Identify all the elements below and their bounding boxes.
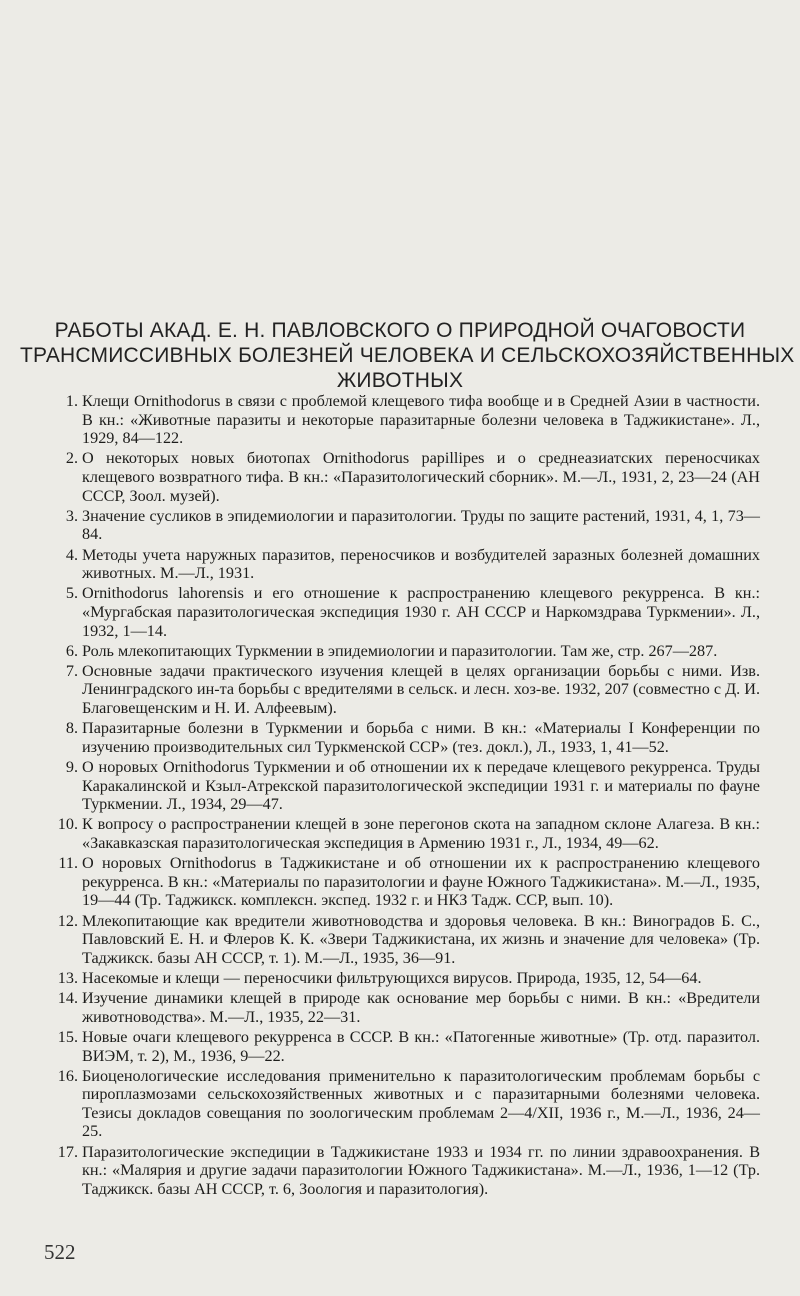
entry-text: Изучение динамики клещей в природе как основание мер борьбы с ними. В кн.: «Вредители животноводства». М.—Л., 1935, 22—31. [82,989,760,1026]
entry-number: 16. [57,1066,78,1085]
entry-text: О норовых Ornithodorus в Таджикистане и об отношении их к распространению клещевого рекурренса. В кн.: «Материалы по паразитологии и фауне Южного Таджикистана». М.—Л., 1935, 19—44 (Тр. Таджикск. комплексн. экспед. 1932 г. и НКЗ Тадж. ССР, вып. 10). [82,854,760,910]
entry-number: 12. [57,911,78,930]
page-number: 522 [44,1240,76,1264]
entry-number: 11. [58,854,78,873]
entry-number: 4. [65,545,78,564]
list-item [42,392,760,448]
entry-number: 8. [65,719,78,738]
entry-text: Паразитологические экспедиции в Таджикистане 1933 и 1934 гг. по линии здравоохранения. В кн.: «Малярия и другие задачи паразитологии Южного Таджикистана». М.—Л., 1936, 1—12 (Тр. Таджикск. базы АН СССР, т. 6, Зоология и паразитология). [82,1142,760,1198]
title-line-3: ЖИВОТНЫХ [336,369,464,392]
entry-number: 9. [65,758,78,777]
page-title [20,318,795,393]
entry-text: Паразитарные болезни в Туркмении и борьба с ними. В кн.: «Материалы I Конференции по изучению производительных сил Туркменской ССР» (тез. докл.), Л., 1933, 1, 41—52. [82,719,760,756]
entry-text: Ornithodorus lahorensis и его отношение к распространению клещевого рекурренса. В кн.: «Мургабская паразитологическая экспедиция 1930 г. АН СССР и Наркомздрава Туркмении». Л., 1932, 1—14. [82,584,760,640]
entry-number: 13. [57,968,78,987]
list-item [42,1028,760,1065]
list-item [42,719,760,756]
list-item [42,854,760,910]
entry-text: Роль млекопитающих Туркмении в эпидемиологии и паразитологии. Там же, стр. 267—287. [82,641,718,660]
entry-text: Клещи Ornithodorus в связи с проблемой клещевого тифа вообще и в Средней Азии в частности. В кн.: «Животные паразиты и некоторые паразитарные болезни человека в Таджикистане». Л., 1929, 84—122. [82,392,760,448]
list-item [42,1067,760,1141]
entry-number: 1. [65,392,78,410]
entry-text: Биоценологические исследования применительно к паразитологическим проблемам борьбы с пироплазмозами сельскохозяйственных животных и с паразитарными болезнями человека. Тезисы докладов совещания по зоологическим проблемам 2—4/XII, 1936 г., М.—Л., 1936, 24—25. [82,1066,760,1141]
list-item [42,989,760,1026]
entry-number: 5. [65,584,78,603]
entry-text: Значение сусликов в эпидемиологии и паразитологии. Труды по защите растений, 1931, 4, 1, 73—84. [82,506,760,544]
bibliography-list [42,392,760,1200]
entry-number: 2. [65,449,78,468]
list-item [42,449,760,505]
list-item [42,546,760,583]
list-item [42,758,760,814]
entry-text: Основные задачи практического изучения клещей в целях организации борьбы с ними. Изв. Ленинградского ин-та борьбы с вредителями в сельск. и лесн. хоз-ве. 1932, 207 (совместно с Д. И. Благовещенским и Н. И. Алфеевым). [82,661,760,718]
list-item [42,584,760,640]
list-item [42,912,760,968]
entry-number: 10. [57,815,78,834]
entry-text: К вопросу о распространении клещей в зоне перегонов скота на западном склоне Алагеза. В кн.: «Закавказская паразитологическая экспедиция в Армению 1931 г., Л., 1934, 49—62. [82,815,760,852]
entry-number: 3. [65,506,78,525]
entry-text: О некоторых новых биотопах Ornithodorus papillipes и о среднеазиатских переносчиках клещевого возвратного тифа. В кн.: «Паразитологический сборник». М.—Л., 1931, 2, 23—24 (АН СССР, Зоол. музей). [82,449,760,505]
title-line-1: РАБОТЫ АКАД. Е. Н. ПАВЛОВСКОГО О ПРИРОДНОЙ ОЧАГОВОСТИ [54,319,746,342]
list-item [42,507,760,544]
list-item [42,815,760,852]
entry-number: 14. [57,989,78,1008]
entry-text: О норовых Ornithodorus Туркмении и об отношении их к передаче клещевого рекурренса. Труды Каракалинской и Кзыл-Атрекской паразитологической экспедиции 1931 г. и материалы по фауне Туркмении. Л., 1934, 29—47. [82,758,760,814]
entry-text: Новые очаги клещевого рекурренса в СССР. В кн.: «Патогенные животные» (Тр. отд. паразитол. ВИЭМ, т. 2), М., 1936, 9—22. [82,1027,760,1065]
entry-number: 7. [65,661,78,680]
list-item [42,969,760,988]
entry-text: Насекомые и клещи — переносчики фильтрующихся вирусов. Природа, 1935, 12, 54—64. [82,968,702,987]
entry-number: 17. [57,1142,78,1161]
entry-text: Млекопитающие как вредители животноводства и здоровья человека. В кн.: Виноградов Б. С., Павловский Е. Н. и Флеров К. К. «Звери Таджикистана, их жизнь и значение для человека» (Тр. Таджикск. базы АН СССР, т. 1). М.—Л., 1935, 36—91. [82,911,760,967]
list-item [42,662,760,718]
entry-number: 6. [65,641,78,660]
list-item [42,1143,760,1199]
entry-text: Методы учета наружных паразитов, переносчиков и возбудителей заразных болезней домашних животных. М.—Л., 1931. [82,545,760,583]
list-item [42,642,760,661]
entry-number: 15. [57,1027,78,1046]
title-line-2: ТРАНСМИССИВНЫХ БОЛЕЗНЕЙ ЧЕЛОВЕКА И СЕЛЬСКОХОЗЯЙСТВЕННЫХ [20,344,795,367]
